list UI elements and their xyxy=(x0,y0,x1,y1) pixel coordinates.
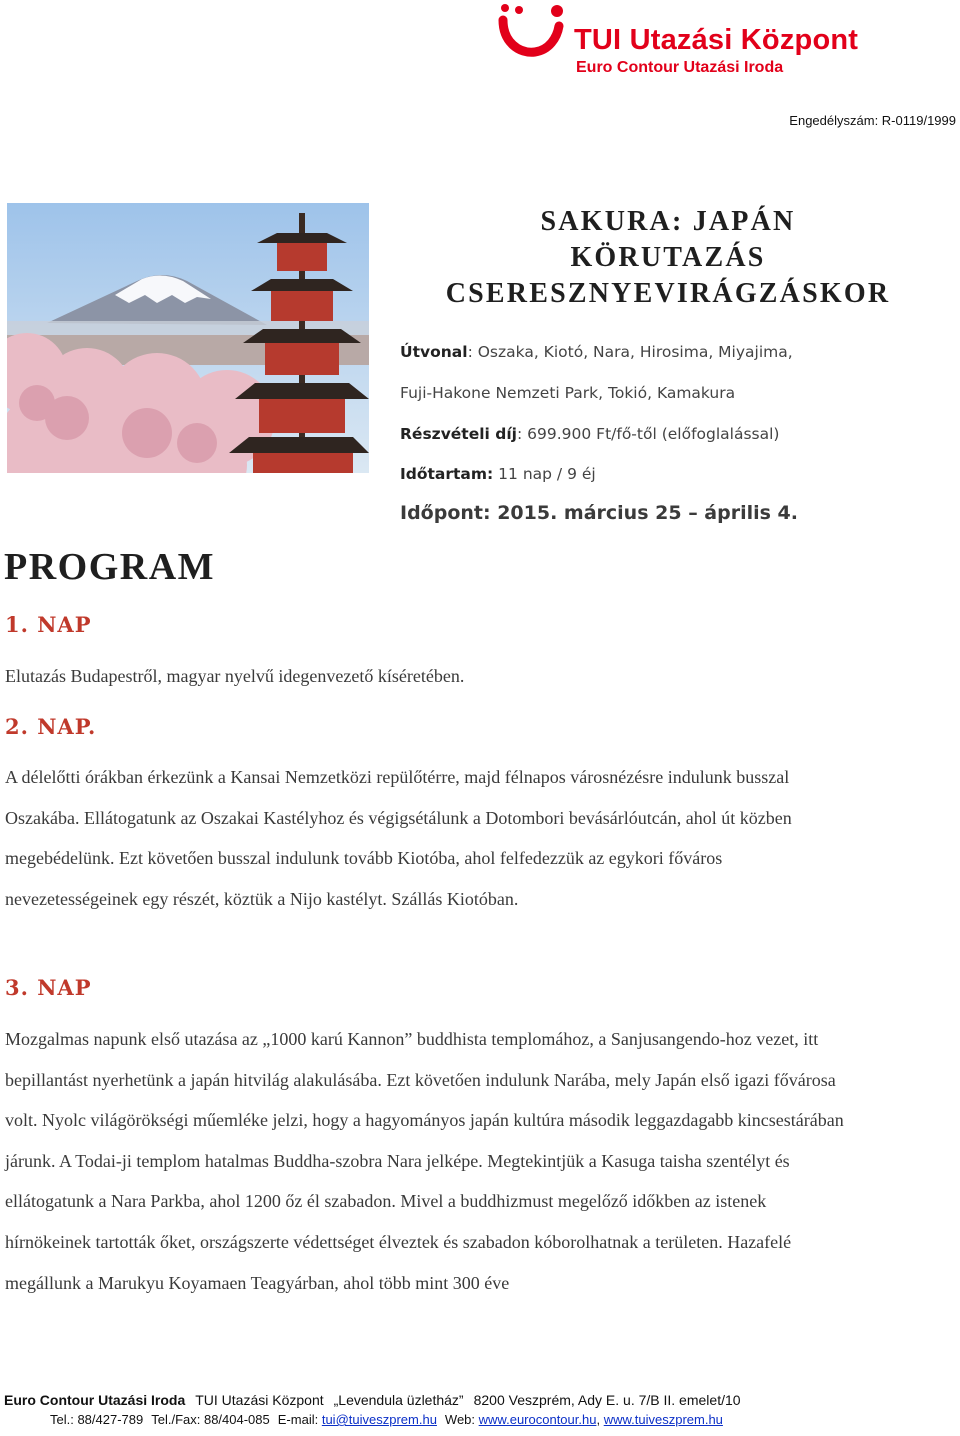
date-label: Időpont: xyxy=(400,502,491,524)
route-value-1: : Oszaka, Kiotó, Nara, Hirosima, Miyajima, xyxy=(467,343,793,361)
day-3-text: Mozgalmas napunk első utazása az „1000 karú Kannon” buddhista templomához, a Sanjusangendo-hoz vezet, itt bepillantást nyerhetünk a japán hitvilág alakulásába. Ezt követően indulunk Narába, mely Japán első igazi fővárosa volt. Nyolc világörökségi műemléke jelzi, hogy a hagyományos japán kultúra második leggazdagabb kincsestárában járunk. A Todai-ji templom hatalmas Buddha-szobra Nara jelképe. Megtekintjük a Kasuga taisha szentélyt és ellátogatunk a Nara Parkba, ahol 1200 őz él szabadon. Mivel a buddhizmust megelőző időkben az istenek hírnökeinek tartották őket, országszerte védettséget élveztek és szabadon kóborolhatnak a területen. Hazafelé megállunk a Marukyu Koyamaen Teagyárban, ahol több mint 300 éve xyxy=(5,1029,844,1293)
tour-title xyxy=(378,204,958,312)
date-line xyxy=(400,502,798,524)
brand-name: TUI Utazási Központ xyxy=(574,24,859,56)
footer-address-line xyxy=(4,1392,741,1408)
date-value: 2015. március 25 – április 4. xyxy=(490,502,798,524)
day-3-heading: 3. NAP xyxy=(5,975,92,1000)
license-number: Engedélyszám: R-0119/1999 xyxy=(789,113,956,128)
footer-address: 8200 Veszprém, Ady E. u. 7/B II. emelet/10 xyxy=(473,1392,741,1408)
brand-subname: Euro Contour Utazási Iroda xyxy=(576,59,784,76)
footer-contact-line xyxy=(50,1412,723,1427)
duration-label: Időtartam: xyxy=(400,465,494,483)
price-line xyxy=(400,425,779,443)
footer-fax: Tel./Fax: 88/404-085 xyxy=(151,1412,270,1427)
tui-smile-logo-icon xyxy=(497,2,565,58)
tour-title-line1: SAKURA: JAPÁN xyxy=(540,206,796,237)
footer-center: TUI Utazási Központ xyxy=(195,1392,324,1408)
footer-email-label: E-mail: xyxy=(277,1412,319,1427)
footer-email-link[interactable]: tui@tuiveszprem.hu xyxy=(321,1412,437,1427)
duration-line xyxy=(400,465,596,483)
tour-title-line3: CSERESZNYEVIRÁGZÁSKOR xyxy=(445,278,891,309)
footer-web-link-2[interactable]: www.tuiveszprem.hu xyxy=(603,1412,723,1427)
duration-value: 11 nap / 9 éj xyxy=(493,465,596,483)
footer-building: „Levendula üzletház” xyxy=(333,1392,464,1408)
day-1-text: Elutazás Budapestről, magyar nyelvű idegenvezető kíséretében. xyxy=(5,666,465,686)
price-value: : 699.900 Ft/fő-től (előfoglalással) xyxy=(516,425,780,443)
route-line1 xyxy=(400,343,793,361)
footer-web-separator: , xyxy=(596,1412,601,1427)
price-label: Részvételi díj xyxy=(400,425,517,443)
program-heading: PROGRAM xyxy=(4,546,216,588)
fuji-pagoda-photo xyxy=(7,203,369,473)
footer-tel: Tel.: 88/427-789 xyxy=(50,1412,144,1427)
day-1-heading: 1. NAP xyxy=(5,612,92,637)
footer-agency: Euro Contour Utazási Iroda xyxy=(4,1392,186,1408)
route-line2: Fuji-Hakone Nemzeti Park, Tokió, Kamakura xyxy=(400,384,736,402)
footer-web-label: Web: xyxy=(444,1412,476,1427)
tour-title-line2: KÖRUTAZÁS xyxy=(570,242,766,273)
route-label: Útvonal xyxy=(400,343,468,361)
day-2-text: A délelőtti órákban érkezünk a Kansai Nemzetközi repülőtérre, majd félnapos városnézésre indulunk busszal Oszakába. Ellátogatunk az Oszakai Kastélyhoz és végigsétálunk a Dotombori bevásárlóutcán, ahol út közben megebédelünk. Ezt követően busszal indulunk tovább Kiotóba, ahol felfedezzük az egykori főváros nevezetességeinek egy részét, köztük a Nijo kastélyt. Szállás Kiotóban. xyxy=(5,767,792,909)
footer-web-link-1[interactable]: www.eurocontour.hu xyxy=(478,1412,597,1427)
day-2-heading: 2. NAP. xyxy=(5,714,97,739)
